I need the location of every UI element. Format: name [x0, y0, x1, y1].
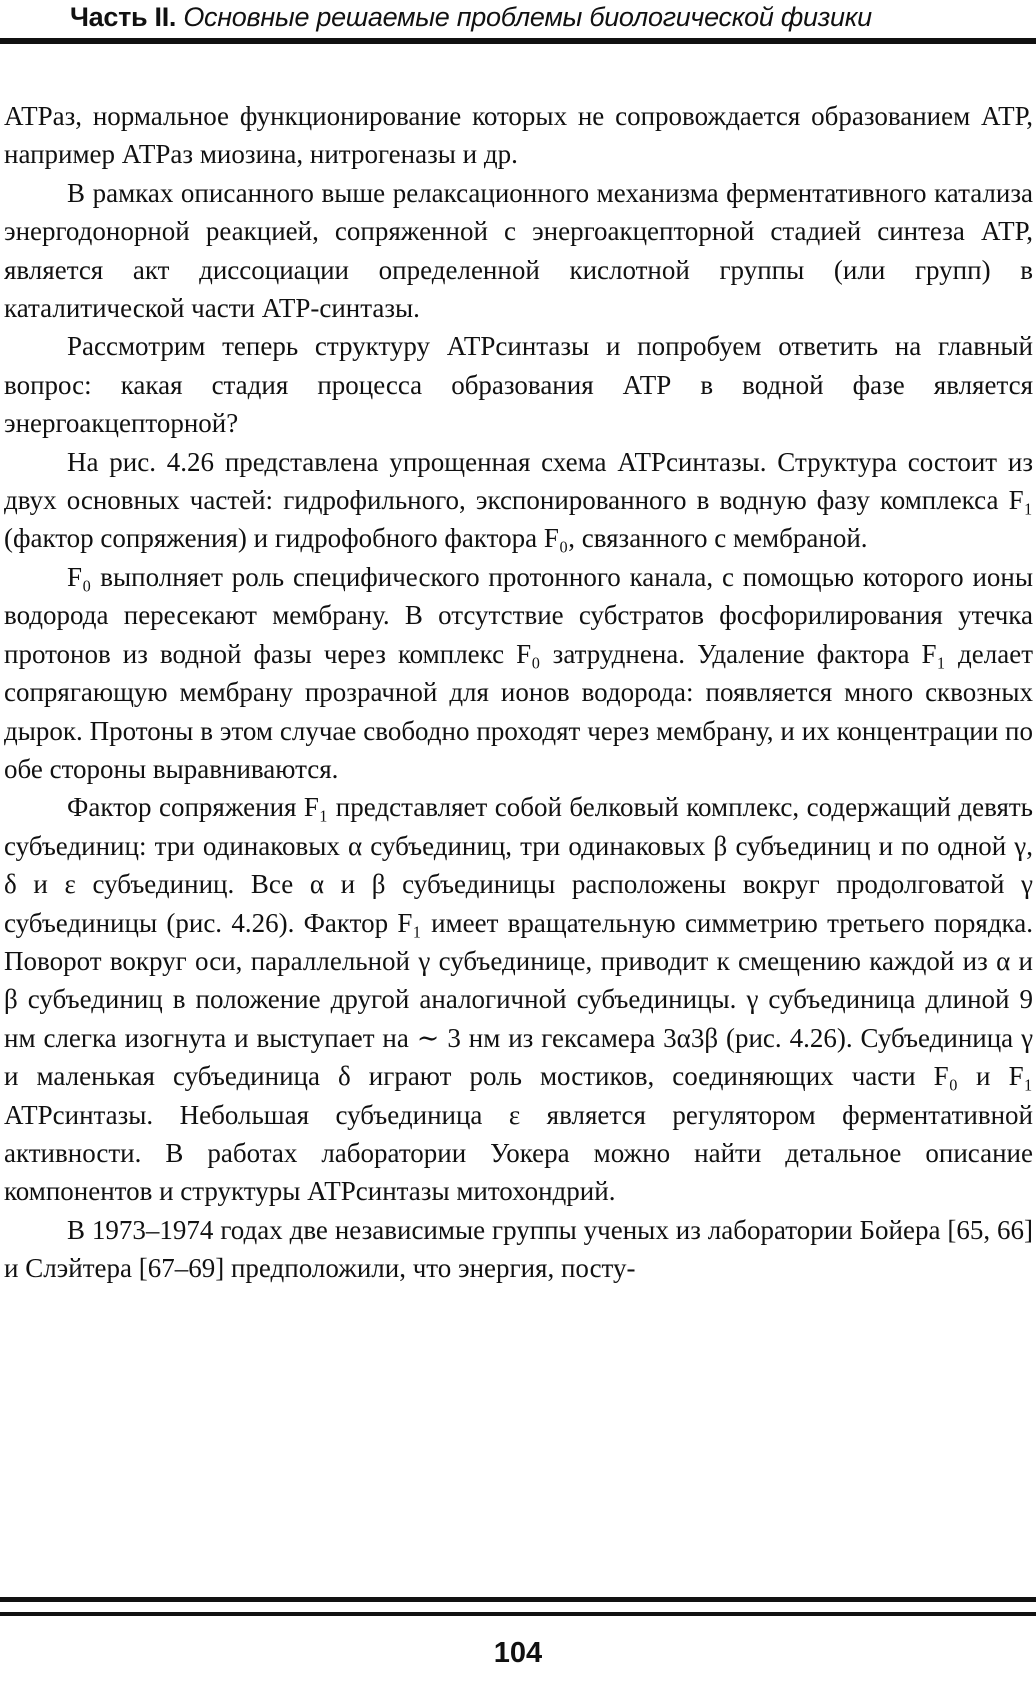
header-chapter-title: Основные решаемые проблемы биологической физики: [183, 2, 872, 32]
paragraph: F₀ выполняет роль специфического протонного канала, с помощью которого ионы водорода пересекают мембрану. В отсутствие субстратов фосфорилирования утечка протонов из водной фазы через комплекс F₀ затруднена. Удаление фактора F₁ делает сопрягающую мембрану прозрачной для ионов водорода: появляется много сквозных дырок. Протоны в этом случае свободно проходят через мембрану, и их концентрации по обе стороны выравниваются.: [4, 561, 1033, 784]
header-rule: [0, 38, 1036, 44]
paragraph: На рис. 4.26 представлена упрощенная схема АТРсинтазы. Структура состоит из двух основных частей: гидрофильного, экспонированного в водную фазу комплекса F₁ (фактор сопряжения) и гидрофобного фактора F₀, связанного с мембраной.: [4, 446, 1033, 554]
running-header: [70, 0, 1020, 34]
page-number: 104: [493, 1637, 543, 1669]
footer-rule-thick: [0, 1597, 1036, 1602]
header-part-label: Часть II.: [70, 2, 177, 32]
paragraph: Фактор сопряжения F₁ представляет собой белковый комплекс, содержащий девять субъединиц: три одинаковых α субъединиц, три одинаковых β субъединиц и по одной γ, δ и ε субъединиц. Все α и β субъединицы расположены вокруг продолговатой γ субъединицы (рис. 4.26). Фактор F₁ имеет вращательную симметрию третьего порядка. Поворот вокруг оси, параллельной γ субъединице, приводит к смещению каждой из α и β субъединиц в положение другой аналогичной субъединицы. γ субъединица длиной 9 нм слегка изогнута и выступает на ∼ 3 нм из гексамера 3α3β (рис. 4.26). Субъединица γ и маленькая субъединица δ играют роль мостиков, соединяющих части F₀ и F₁ АТРсинтазы. Небольшая субъединица ε является регулятором ферментативной активности. В работах лаборатории Уокера можно найти детальное описание компонентов и структуры АТРсинтазы митохондрий.: [4, 792, 1033, 1207]
footer-rule-thin: [0, 1612, 1036, 1616]
body-text: [4, 97, 1033, 1288]
paragraph: АТРаз, нормальное функционирование которых не сопровождается образованием АТР, например АТРаз миозина, нитрогеназы и др.: [4, 101, 1033, 170]
paragraph: В рамках описанного выше релаксационного механизма ферментативного катализа энергодонорной реакцией, сопряженной с энергоакцепторной стадией синтеза АТР, является акт диссоциации определенной кислотной группы (или групп) в каталитической части АТР-синтазы.: [4, 177, 1033, 324]
paragraph: В 1973–1974 годах две независимые группы ученых из лаборатории Бойера [65, 66] и Слэйтера [67–69] предположили, что энергия, посту-: [4, 1214, 1033, 1284]
paragraph: Рассмотрим теперь структуру АТРсинтазы и попробуем ответить на главный вопрос: какая стадия процесса образования АТР в водной фазе является энергоакцепторной?: [4, 331, 1033, 439]
